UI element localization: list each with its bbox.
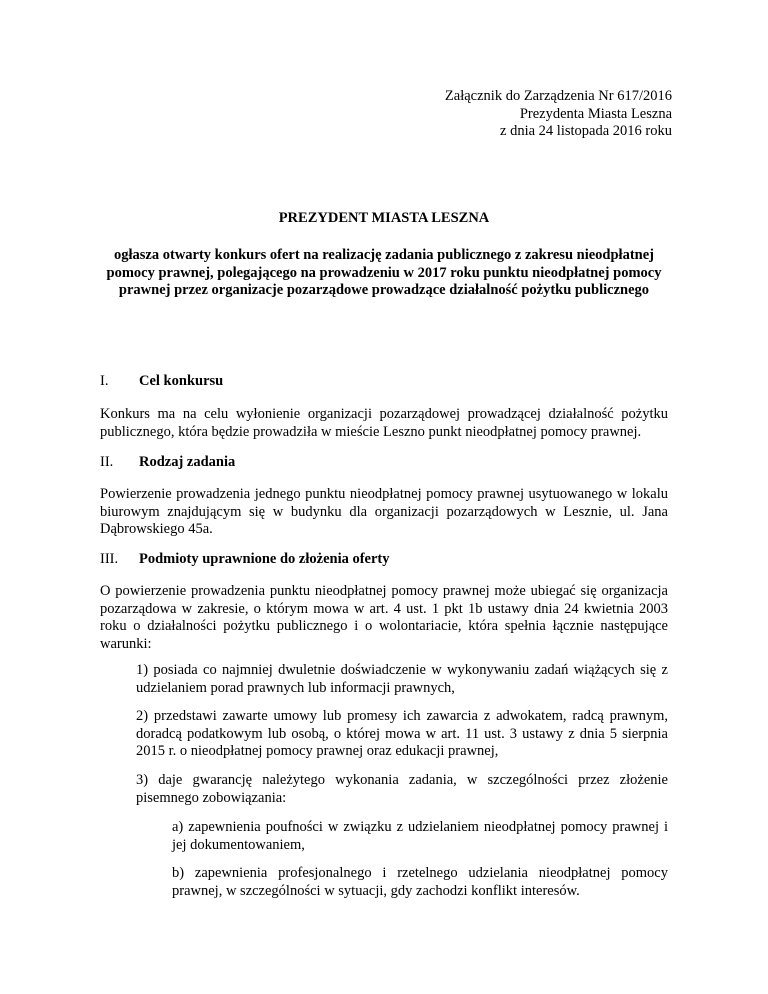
list-item: 3) daje gwarancję należytego wykonania zadania, w szczególności przez złożenie pisemnego zobowiązania: [136, 772, 668, 806]
sub-list-item: a) zapewnienia poufności w związku z udzielaniem nieodpłatnej pomocy prawnej i jej dokumentowaniem, [172, 819, 668, 853]
section-number: II. [100, 454, 114, 470]
section-1-text: Konkurs ma na celu wyłonienie organizacji pozarządowej prowadzącej działalność pożytku publicznego, która będzie prowadziła w mieście Leszno punkt nieodpłatnej pomocy prawnej. [100, 406, 668, 440]
document-title: PREZYDENT MIASTA LESZNA [278, 210, 490, 226]
attachment-line-3: z dnia 24 listopada 2016 roku [500, 123, 672, 139]
attachment-line-1: Załącznik do Zarządzenia Nr 617/2016 [444, 88, 672, 104]
section-heading-2 [100, 454, 235, 471]
section-title: Podmioty uprawnione do złożenia oferty [139, 551, 390, 567]
section-number: III. [100, 551, 119, 567]
section-2-text: Powierzenie prowadzenia jednego punktu nieodpłatnej pomocy prawnej usytuowanego w lokalu biurowym znajdującym się w budynku dla organizacji pozarządowych w Lesznie, ul. Jana Dąbrowskiego 45a. [100, 486, 668, 537]
section-heading-3 [100, 551, 390, 568]
attachment-line-2: Prezydenta Miasta Leszna [519, 105, 672, 122]
section-number: I. [100, 373, 109, 389]
section-title: Cel konkursu [139, 373, 224, 389]
document-subtitle: ogłasza otwarty konkurs ofert na realizację zadania publicznego z zakresu nieodpłatnej pomocy prawnej, polegającego na prowadzeniu w 2017 roku punktu nieodpłatnej pomocy prawnej przez organizacje pozarządowe prowadzące działalność pożytku publicznego [106, 247, 662, 298]
section-3-text: O powierzenie prowadzenia punktu nieodpłatnej pomocy prawnej może ubiegać się organizacja pozarządowa w zakresie, o którym mowa w art. 4 ust. 1 pkt 1b ustawy dnia 24 kwietnia 2003 roku o działalności pożytku publicznego i o wolontariacie, która spełnia łącznie następujące warunki: [100, 583, 668, 652]
list-item: 2) przedstawi zawarte umowy lub promesy ich zawarcia z adwokatem, radcą prawnym, doradcą podatkowym lub osobą, o której mowa w art. 11 ust. 3 ustawy z dnia 5 sierpnia 2015 r. o nieodpłatnej pomocy prawnej oraz edukacji prawnej, [136, 708, 668, 759]
section-heading-1 [100, 373, 223, 390]
list-item: 1) posiada co najmniej dwuletnie doświadczenie w wykonywaniu zadań wiążących się z udzielaniem porad prawnych lub informacji prawnych, [136, 662, 668, 696]
sub-list-item: b) zapewnienia profesjonalnego i rzetelnego udzielania nieodpłatnej pomocy prawnej, w szczególności w sytuacji, gdy zachodzi konflikt interesów. [172, 865, 668, 899]
section-title: Rodzaj zadania [139, 454, 236, 470]
attachment-note [445, 88, 672, 141]
